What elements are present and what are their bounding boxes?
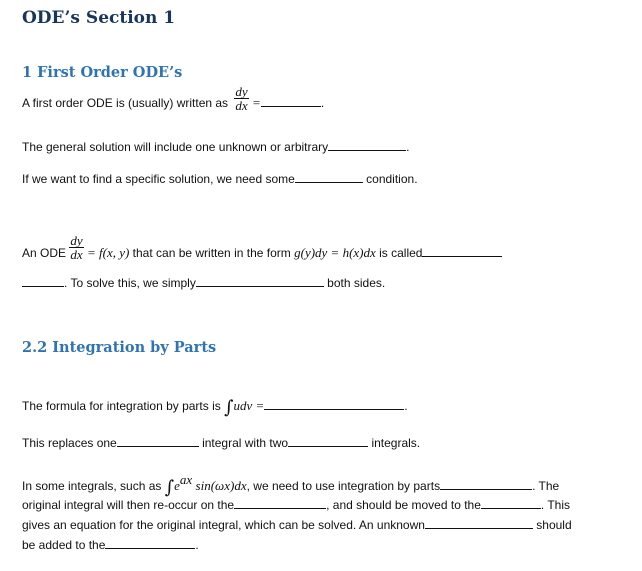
blank-added-to[interactable] — [105, 538, 195, 549]
general-solution-text: The general solution will include one unknown or arbitrary — [22, 140, 329, 154]
gives-text-a: gives an equation for the original integral, which can be solved. An unknown — [22, 518, 425, 532]
dy-dx-fraction — [234, 85, 248, 112]
reoccur-text-b: , and should be moved to the — [326, 498, 481, 512]
blank-integral-two[interactable] — [288, 436, 368, 447]
fraction-denominator: dx — [235, 98, 248, 114]
ode-rhs: = f(x, y) — [86, 245, 130, 260]
ode-numerator: dy — [70, 233, 83, 249]
section-1-heading: 1 First Order ODE’s — [22, 64, 183, 81]
page-title: ODE’s Section 1 — [22, 8, 176, 28]
blank-ode-name[interactable] — [422, 246, 502, 257]
formula-text: The formula for integration by parts is — [22, 399, 221, 413]
specific-solution-line — [22, 172, 418, 187]
gives-equation-line — [22, 518, 572, 533]
ode-denominator: dx — [70, 247, 83, 263]
general-solution-line: The general solution will include one unknown or arbitrary . — [22, 140, 410, 154]
blank-condition[interactable] — [295, 172, 363, 183]
integral-sign: ∫ — [224, 397, 234, 418]
replaces-end-text: integrals. — [371, 436, 421, 450]
ode-fraction — [69, 234, 83, 261]
solve-text: . To solve this, we simply — [64, 276, 196, 290]
section-2-heading: 2.2 Integration by Parts — [22, 339, 217, 356]
added-to-line: be added to the . — [22, 538, 199, 552]
example-line — [22, 472, 560, 498]
blank-definition[interactable] — [261, 96, 321, 107]
blank-moved-to[interactable] — [481, 498, 541, 509]
blank-ode-name-cont[interactable] — [22, 276, 64, 287]
first-order-definition-line: A first order ODE is (usually) written as $\frac{dy}{dx}$ = . — [22, 84, 325, 114]
reoccur-text-c: . This — [540, 498, 571, 512]
blank-integral-one[interactable] — [117, 436, 199, 447]
blank-unknown[interactable] — [425, 518, 533, 529]
example-text-c: . The — [532, 479, 560, 493]
example-expression: sin(ωx)dx — [195, 478, 247, 493]
blank-side[interactable] — [234, 498, 326, 509]
added-to-text: be added to the — [22, 538, 106, 552]
reoccur-line — [22, 498, 570, 513]
integral-sign-2: ∫ — [164, 477, 175, 498]
blank-parts-times[interactable] — [440, 479, 532, 490]
formula-line: The formula for integration by parts is ∫udv = . — [22, 397, 408, 418]
condition-text: condition. — [366, 172, 418, 186]
example-text-b: , we need to use integration by parts — [246, 479, 441, 493]
blank-arbitrary[interactable] — [328, 140, 406, 151]
exp-base: e — [174, 478, 180, 493]
first-order-text: A first order ODE is (usually) written as — [22, 96, 229, 110]
specific-solution-text: If we want to find a specific solution, we need some — [22, 172, 295, 186]
blank-solve-method[interactable] — [196, 276, 324, 287]
replaces-text: This replaces one — [22, 436, 117, 450]
example-text-a: In some integrals, such as — [22, 479, 162, 493]
solve-line — [22, 276, 385, 291]
gives-text-b: should — [536, 518, 572, 532]
equals-sign: = — [252, 95, 261, 110]
replaces-mid-text: integral with two — [202, 436, 289, 450]
fraction-numerator: dy — [235, 84, 248, 100]
replaces-line — [22, 436, 420, 451]
both-sides-text: both sides. — [327, 276, 386, 290]
ode-separable-form: g(y)dy = h(x)dx — [294, 245, 376, 260]
ode-prefix: An ODE — [22, 246, 67, 260]
separable-ode-line — [22, 233, 502, 263]
ode-called-text: is called — [379, 246, 423, 260]
ode-middle-text: that can be written in the form — [132, 246, 291, 260]
exp-power: ax — [179, 472, 193, 487]
formula-expression: udv = — [233, 398, 265, 413]
blank-formula[interactable] — [264, 399, 404, 410]
reoccur-text-a: original integral will then re-occur on the — [22, 498, 235, 512]
